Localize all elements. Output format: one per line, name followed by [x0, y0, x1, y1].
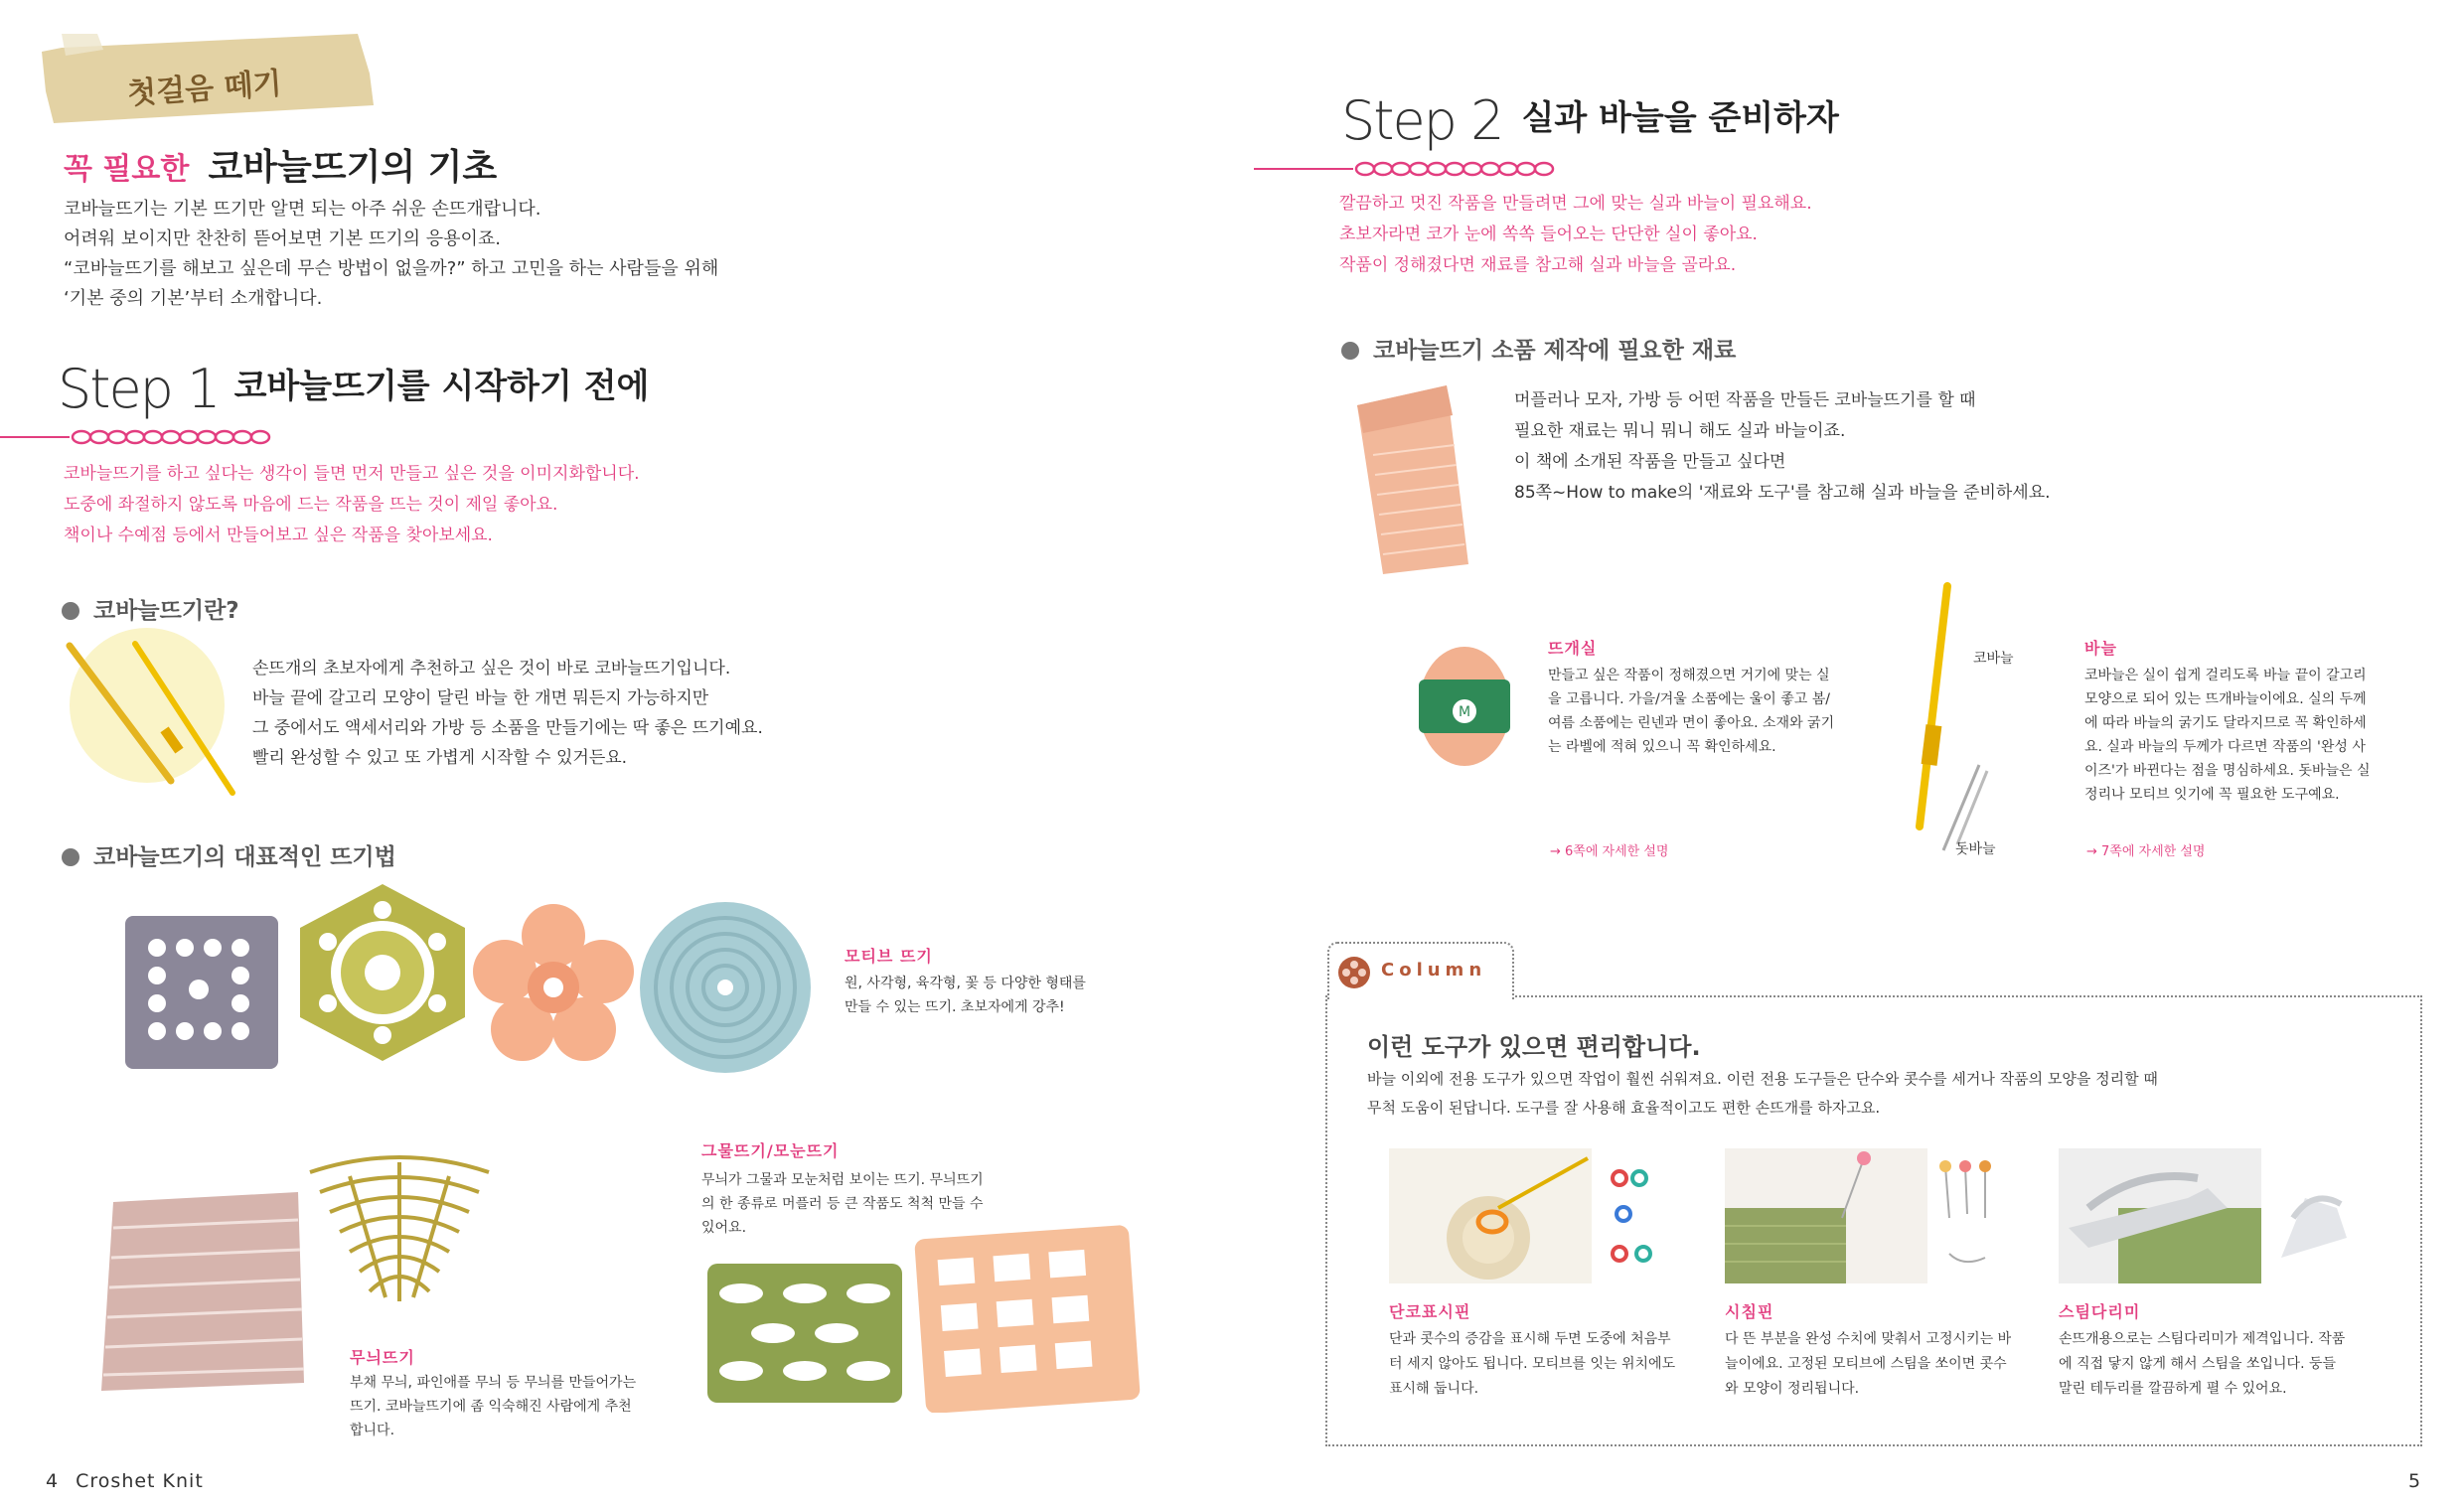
- tool2-title: 시침핀: [1725, 1302, 1774, 1321]
- section-heading-techniques: [62, 838, 396, 871]
- needle-line: 에 따라 바늘의 굵기도 달라지므로 꼭 확인하세: [2084, 715, 2367, 731]
- subtitle-pink: 꼭 필요한: [64, 152, 190, 187]
- step1-pink-paragraph: [64, 459, 640, 551]
- needle-link[interactable]: → 7쪽에 자세한 설명: [2086, 844, 2206, 859]
- subtitle-main: 코바늘뜨기의 기초: [208, 147, 498, 188]
- step1-pink-line: 코바늘뜨기를 하고 싶다는 생각이 들면 먼저 만들고 싶은 것을 이미지화합니다.: [64, 464, 640, 484]
- bullet-dot-icon: [1341, 342, 1359, 360]
- tapestry-label: 돗바늘: [1955, 841, 1996, 857]
- needle-line: 모양으로 되어 있는 뜨개바늘이에요. 실의 두께: [2084, 691, 2367, 707]
- motif-line: 만들 수 있는 뜨기. 초보자에게 강추!: [845, 999, 1065, 1015]
- section2-head-text: 코바늘뜨기의 대표적인 뜨기법: [93, 844, 396, 870]
- motif-circle-photo: [636, 898, 815, 1077]
- needle-line: 정리나 모티브 잇기에 꼭 필요한 도구예요.: [2084, 787, 2340, 803]
- needle-line: 이즈'가 바뀐다는 점을 명심하세요. 돗바늘은 실: [2084, 763, 2371, 779]
- pattern-paragraph: [350, 1371, 636, 1442]
- step2-pink-paragraph: [1339, 189, 1812, 281]
- steam-iron-photo: [2059, 1148, 2357, 1287]
- tool2-line: 와 모양이 정리됩니다.: [1725, 1381, 1860, 1397]
- intro-line: 어려워 보이지만 찬찬히 뜯어보면 기본 뜨기의 응용이죠.: [64, 228, 501, 249]
- column-box: [1325, 995, 2422, 1446]
- page-number-left: 4: [46, 1470, 60, 1492]
- step1-pink-line: 책이나 수예점 등에서 만들어보고 싶은 작품을 찾아보세요.: [64, 526, 493, 545]
- crochet-hooks-illustration: [56, 624, 244, 803]
- yarn-link[interactable]: → 6쪽에 자세한 설명: [1550, 844, 1669, 859]
- motif-square-photo: [117, 908, 286, 1077]
- tool2-line: 늘이에요. 고정된 모티브에 스팀을 쏘이면 콧수: [1725, 1356, 2007, 1372]
- column-tab-label: Column: [1381, 960, 1487, 980]
- step2-heading: [1341, 89, 1839, 152]
- tool3-line: 에 직접 닿지 않게 해서 스팀을 쏘입니다. 둥들: [2059, 1356, 2337, 1372]
- stitch-marker-photo: [1389, 1148, 1657, 1287]
- page-subtitle: [64, 139, 497, 190]
- tool2-paragraph: [1725, 1327, 2011, 1402]
- net-line: 무늬가 그물과 모눈처럼 보이는 뜨기. 무늬뜨기: [701, 1172, 984, 1188]
- step2-pink-line: 초보자라면 코가 눈에 쏙쏙 들어오는 단단한 실이 좋아요.: [1339, 225, 1758, 244]
- section1-head-text: 코바늘뜨기란?: [93, 598, 239, 624]
- tool2-line: 다 뜬 부분을 완성 수치에 맞춰서 고정시키는 바: [1725, 1331, 2012, 1347]
- section-heading-materials: [1341, 332, 1736, 365]
- motif-flower-photo: [469, 900, 638, 1069]
- net-line: 의 한 종류로 머플러 등 큰 작품도 척척 만들 수: [701, 1196, 984, 1212]
- step2-word: Step 2: [1341, 89, 1503, 152]
- needle-line: 요. 실과 바늘의 두께가 다르면 작품의 '완성 사: [2084, 739, 2366, 755]
- tool3-line: 손뜨개용으로는 스팀다리미가 제격입니다. 작품: [2059, 1331, 2346, 1347]
- tape-label: [42, 34, 380, 123]
- section1-line: 빨리 완성할 수 있고 또 가볍게 시작할 수 있거든요.: [252, 748, 628, 768]
- step2-pink-line: 깔끔하고 멋진 작품을 만들려면 그에 맞는 실과 바늘이 필요해요.: [1339, 194, 1812, 214]
- motif-title: 모티브 뜨기: [845, 947, 933, 966]
- chain-stitch-decoration: [0, 425, 278, 449]
- column-line: 바늘 이외에 전용 도구가 있으면 작업이 훨씬 쉬워져요. 이런 전용 도구들은 단수와 콧수를 세거나 작품의 모양을 정리할 때: [1367, 1070, 2158, 1088]
- materials-head-text: 코바늘뜨기 소품 제작에 필요한 재료: [1373, 338, 1737, 364]
- section-heading-what-is: [62, 592, 239, 625]
- pattern-line: 합니다.: [350, 1423, 395, 1438]
- column-paragraph: [1367, 1065, 2158, 1123]
- pattern-fan-swatch-photo: [290, 1152, 509, 1311]
- section1-line: 그 중에서도 액세서리와 가방 등 소품을 만들기에는 딱 좋은 뜨기예요.: [252, 718, 763, 738]
- net-line: 있어요.: [701, 1220, 747, 1236]
- intro-paragraph: [64, 195, 759, 314]
- tool1-line: 단과 콧수의 증감을 표시해 두면 도중에 처음부: [1389, 1331, 1671, 1347]
- tool1-title: 단코표시핀: [1389, 1302, 1471, 1321]
- motif-paragraph: [845, 972, 1086, 1019]
- column-title: 이런 도구가 있으면 편리합니다.: [1367, 1033, 1701, 1061]
- yarn-label-letter: M: [1458, 704, 1471, 720]
- materials-paragraph: [1514, 385, 2051, 509]
- column-tab: [1327, 942, 1514, 999]
- step1-title: 코바늘뜨기를 시작하기 전에: [233, 367, 650, 406]
- intro-line: “코바늘뜨기를 해보고 싶은데 무슨 방법이 없을까?” 하고 고민을 하는 사람들을 위해: [64, 258, 719, 279]
- tool1-line: 표시해 둡니다.: [1389, 1381, 1479, 1397]
- tool1-paragraph: [1389, 1327, 1675, 1402]
- needle-line: 코바늘은 실이 쉽게 걸리도록 바늘 끝이 갈고리: [2084, 668, 2367, 683]
- book-title: Croshet Knit: [76, 1470, 204, 1492]
- tool3-title: 스팀다리미: [2059, 1302, 2141, 1321]
- step1-word: Step 1: [58, 358, 220, 420]
- tool3-line: 말린 테두리를 깔끔하게 펼 수 있어요.: [2059, 1381, 2287, 1397]
- tape-label-text: 첫걸음 떼기: [126, 66, 283, 112]
- section1-line: 손뜨개의 초보자에게 추천하고 싶은 것이 바로 코바늘뜨기입니다.: [252, 659, 731, 679]
- yarn-title: 뜨개실: [1548, 639, 1598, 658]
- step2-pink-line: 작품이 정해졌다면 재료를 참고해 실과 바늘을 골라요.: [1339, 255, 1737, 275]
- chain-stitch-decoration-2: [1254, 157, 1572, 181]
- hook-and-needle-photo: [1888, 576, 2007, 854]
- yarn-line: 만들고 싶은 작품이 정해졌으면 거기에 맞는 실: [1548, 668, 1830, 683]
- flower-icon: [1337, 956, 1371, 989]
- yarn-line: 을 고릅니다. 가을/겨울 소품에는 울이 좋고 봄/: [1548, 691, 1831, 707]
- section1-paragraph: [252, 654, 779, 773]
- pattern-pink-swatch-photo: [93, 1188, 312, 1397]
- pattern-line: 뜨기. 코바늘뜨기에 좀 익숙해진 사람에게 추천: [350, 1399, 632, 1415]
- column-line: 무척 도움이 된답니다. 도구를 잘 사용해 효율적이고도 편한 손뜨개를 하자고요.: [1367, 1099, 1881, 1117]
- materials-line: 머플러나 모자, 가방 등 어떤 작품을 만들든 코바늘뜨기를 할 때: [1514, 390, 1976, 410]
- step1-pink-line: 도중에 좌절하지 않도록 마음에 드는 작품을 뜨는 것이 제일 좋아요.: [64, 495, 558, 515]
- net-green-swatch-photo: [701, 1254, 910, 1413]
- net-title: 그물뜨기/모눈뜨기: [701, 1141, 840, 1160]
- yarn-ball-photo: [1415, 642, 1514, 771]
- yarn-line: 는 라벨에 적혀 있으니 꼭 확인하세요.: [1548, 739, 1776, 755]
- materials-line: 85쪽~How to make의 '재료와 도구'를 참고해 실과 바늘을 준비하세요.: [1514, 483, 2051, 503]
- intro-line: 코바늘뜨기는 기본 뜨기만 알면 되는 아주 쉬운 손뜨개랍니다.: [64, 199, 541, 220]
- motif-hexagon-photo: [288, 878, 477, 1067]
- needle-title: 바늘: [2084, 639, 2117, 658]
- step1-heading: [58, 358, 649, 420]
- motif-line: 원, 사각형, 육각형, 꽃 등 다양한 형태를: [845, 976, 1086, 991]
- tool1-line: 터 세지 않아도 됩니다. 모티브를 잇는 위치에도: [1389, 1356, 1676, 1372]
- grid-peach-swatch-photo: [914, 1224, 1143, 1413]
- pin-photo: [1725, 1148, 1993, 1287]
- page-footer-left: [46, 1470, 204, 1492]
- yarn-line: 여름 소품에는 린넨과 면이 좋아요. 소재와 굵기: [1548, 715, 1835, 731]
- hook-label: 코바늘: [1973, 651, 2014, 667]
- section1-line: 바늘 끝에 갈고리 모양이 달린 바늘 한 개면 뭐든지 가능하지만: [252, 688, 709, 708]
- intro-line: ‘기본 중의 기본’부터 소개합니다.: [64, 288, 323, 309]
- scarf-photo: [1347, 376, 1476, 584]
- tool3-paragraph: [2059, 1327, 2345, 1402]
- materials-line: 이 책에 소개된 작품을 만들고 싶다면: [1514, 452, 1786, 472]
- pattern-title: 무늬뜨기: [350, 1348, 415, 1367]
- bullet-dot-icon: [62, 602, 79, 620]
- step2-title: 실과 바늘을 준비하자: [1521, 98, 1839, 138]
- needle-paragraph: [2084, 664, 2371, 807]
- yarn-paragraph: [1548, 664, 1834, 759]
- pattern-line: 부채 무늬, 파인애플 무늬 등 무늬를 만들어가는: [350, 1375, 637, 1391]
- page-number-right: 5: [2408, 1470, 2421, 1492]
- bullet-dot-icon: [62, 848, 79, 866]
- materials-line: 필요한 재료는 뭐니 뭐니 해도 실과 바늘이죠.: [1514, 421, 1846, 441]
